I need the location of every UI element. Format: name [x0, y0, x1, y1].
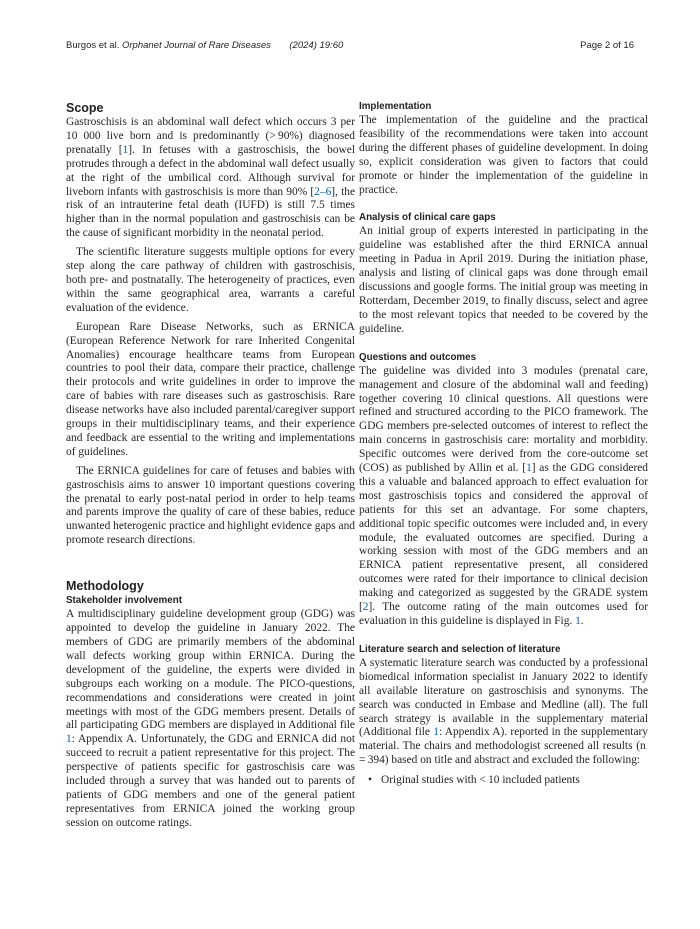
implementation-paragraph: The implementation of the guideline and the practical feasibility of the recommendations were taken into account during the different phases of guideline development. In doing so, explicit consideration was given to factors that could promote or hinder the implementation of the guideline in practice. [359, 114, 648, 196]
care-gaps-paragraph: An initial group of experts interested in participating in the guideline was established after the third ERNICA annual meeting in Padua in April 2019. During the initiation phase, analysis and listing of clinical gaps was done through email discussions and google forms. The initial group was meeting in Rotterdam, December 2019, to finally discuss, select and agree to the most relevant topics that needed to be covered by the guideline. [359, 225, 648, 335]
citation [66, 40, 343, 51]
section-title-scope: Scope [66, 101, 104, 115]
section-title-methodology: Methodology [66, 579, 144, 594]
scope-paragraph-4: The ERNICA guidelines for care of fetuses and babies with gastroschisis aims to answer 10 important questions covering the prenatal to early post-natal period in order to help teams and parents improve the quality of care of these babies, reduce unwanted heterogenic practice and highlight evidence gaps and promote research directions. [66, 464, 355, 547]
questions-paragraph: The guideline was divided into 3 modules (prenatal care, management and closure of the abdominal wall and feeding) together covering 10 clinical questions. All questions were refined and structured according to the PICO framework. The GDG members pre-selected outcomes of interest to reflect the main concerns in gastroschisis care: mortality and morbidity. Specific outcomes were derived from the core-outcome set (COS) as published by Allin et al. [1] as the GDG considered this a valuable and balanced approach to effect evaluation for most gastroschisis topics and considered the approval of patients for this set an advantage. For some chapters, additional topic specific outcomes were included and, in every module, the evaluated outcomes are specified. During a working session with most of the GDG members and an ERNICA patient representative present, all considered outcomes were rated for their importance to clinical decision making and categorized as suggested by the GRADE system [2]. The outcome rating of the main outcomes used for evaluation in this guideline is displayed in Fig. 1. [359, 364, 648, 627]
figure-link[interactable]: 1 [575, 615, 581, 627]
subsection-title-care-gaps: Analysis of clinical care gaps [359, 212, 496, 224]
scope-paragraph-3: European Rare Disease Networks, such as ERNICA (European Reference Network for rare Inherited Congenital Anomalies) encourage healthcare teams from European countries to pool their data, compare their practice, challenge their protocols and write guidelines in order to improve the care of babies with rare diseases such as gastroschisis. Rare disease networks have also included parental/caregiver support groups in their multidisciplinary teams, and their experience and feedback are essential to the writing and implementations of guidelines. [66, 320, 355, 458]
citation-link[interactable]: 2–6 [314, 185, 332, 198]
additional-file-link[interactable]: 1 [66, 733, 72, 746]
citation-link[interactable]: 2 [362, 601, 369, 614]
citation-issue: (2024) 19:60 [289, 40, 344, 51]
subsection-title-literature: Literature search and selection of literature [359, 643, 561, 655]
citation-authors: Burgos et al. [66, 40, 120, 51]
citation-journal: Orphanet Journal of Rare Diseases [121, 40, 271, 51]
literature-paragraph: A systematic literature search was conducted by a professional biomedical information specialist in January 2022 to identify all available literature on gastroschisis and synonyms. The search was conducted in Embase and Medline (all). The full search strategy is available in the supplementary material (Additional file 1: Appendix A). reported in the supplementary material. The chairs and methodologist screened all results (n = 394) based on title and abstract and excluded the following: [359, 656, 648, 767]
list-item: • Original studies with < 10 included patients [381, 774, 648, 788]
scope-paragraph-1: Gastroschisis is an abdominal wall defect which occurs 3 per 10 000 live born and is predominantly (> 90%) diagnosed prenatally [1]. In fetuses with a gastroschisis, the bowel protrudes through a defect in the abdominal wall defect usually at the right of the umbilical cord. Although survival for liveborn infants with gastroschisis is more than 90% [2–6], the risk of an intrauterine fetal death (IUFD) is still 7.5 times higher than in the normal population and gastroschisis can be the cause of significant morbidity in the neonatal period. [66, 116, 356, 240]
scope-paragraph-2: The scientific literature suggests multiple options for every step along the care pathway of children with gastroschisis, both pre- and postnatally. The heterogeneity of practices, even within the same geographical area, warrants a careful evaluation of the evidence. [66, 246, 355, 314]
additional-file-link[interactable]: 1 [433, 726, 439, 739]
subsection-title-implementation: Implementation [359, 101, 432, 112]
stakeholder-paragraph: A multidisciplinary guideline development group (GDG) was appointed to develop the guideline in January 2022. The members of GDG are primarily members of the abdominal wall defects working group within ERNICA. During the development of the guideline, the experts were divided in subgroups each working on a module. The PICO-questions, recommendations and considerations were created in joint meetings with most of the GDG members present. Details of all participating GDG members are displayed in Additional file 1: Appendix A. Unfortunately, the GDG and ERNICA did not succeed to recruit a patient representative for this project. The perspective of patients specific for gastroschisis care was included through a survey that was handed out to parents of patients of GDG members and one of the general patient representatives from ERNICA joined the working group session on outcome ratings. [66, 608, 355, 829]
running-header [66, 40, 634, 56]
citation-link[interactable]: 1 [122, 143, 129, 156]
citation-link[interactable]: 1 [526, 462, 532, 475]
right-column [359, 100, 648, 788]
subsection-title-stakeholder: Stakeholder involvement [66, 595, 182, 607]
page-number: Page 2 of 16 [580, 40, 634, 51]
exclusion-list [359, 774, 648, 788]
left-column [66, 100, 355, 831]
subsection-title-questions: Questions and outcomes [359, 351, 477, 363]
